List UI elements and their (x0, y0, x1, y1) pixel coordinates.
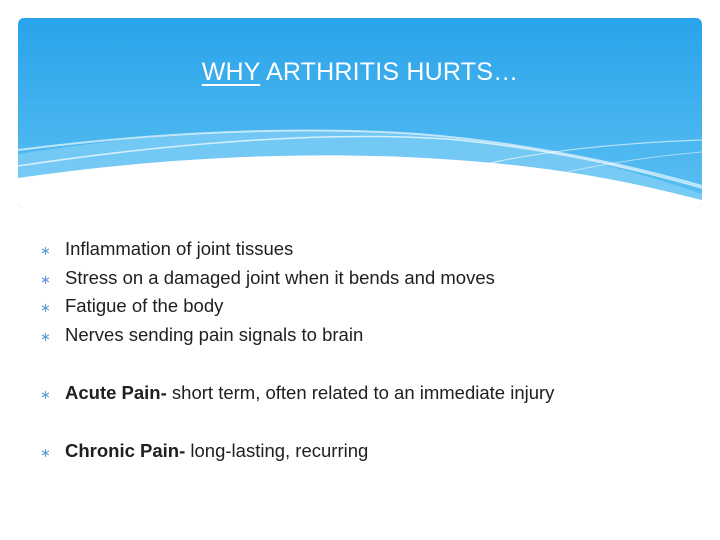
bullet-item (40, 324, 700, 353)
acute-pain-definition: short term, often related to an immediate injury (166, 382, 555, 403)
asterisk-bullet-icon: ∗ (40, 271, 51, 287)
asterisk-bullet-icon: ∗ (40, 328, 51, 344)
bullet-text: Fatigue of the body (65, 295, 224, 316)
asterisk-bullet-icon: ∗ (40, 444, 51, 460)
bullet-text: Inflammation of joint tissues (65, 238, 294, 259)
asterisk-bullet-icon: ∗ (40, 387, 51, 402)
bullet-item (40, 295, 700, 324)
chronic-pain-item (40, 440, 700, 469)
slide-content (40, 238, 700, 468)
acute-pain-item (40, 382, 700, 411)
chronic-pain-term: Chronic Pain- (65, 439, 186, 461)
title-banner (18, 18, 702, 208)
bullet-text: Nerves sending pain signals to brain (65, 323, 364, 345)
bullet-text: Stress on a damaged joint when it bends and moves (65, 266, 495, 288)
acute-pain-term: Acute Pain- (65, 382, 167, 403)
bullet-item (40, 238, 700, 267)
bullet-item (40, 267, 700, 296)
slide-title (18, 58, 702, 87)
asterisk-bullet-icon: ∗ (40, 243, 51, 258)
chronic-pain-definition: long-lasting, recurring (185, 439, 369, 461)
title-text: ARTHRITIS HURTS… (260, 58, 519, 86)
asterisk-bullet-icon: ∗ (40, 300, 51, 315)
banner-wave-graphic (18, 18, 702, 208)
title-underlined-word: WHY (201, 58, 261, 86)
